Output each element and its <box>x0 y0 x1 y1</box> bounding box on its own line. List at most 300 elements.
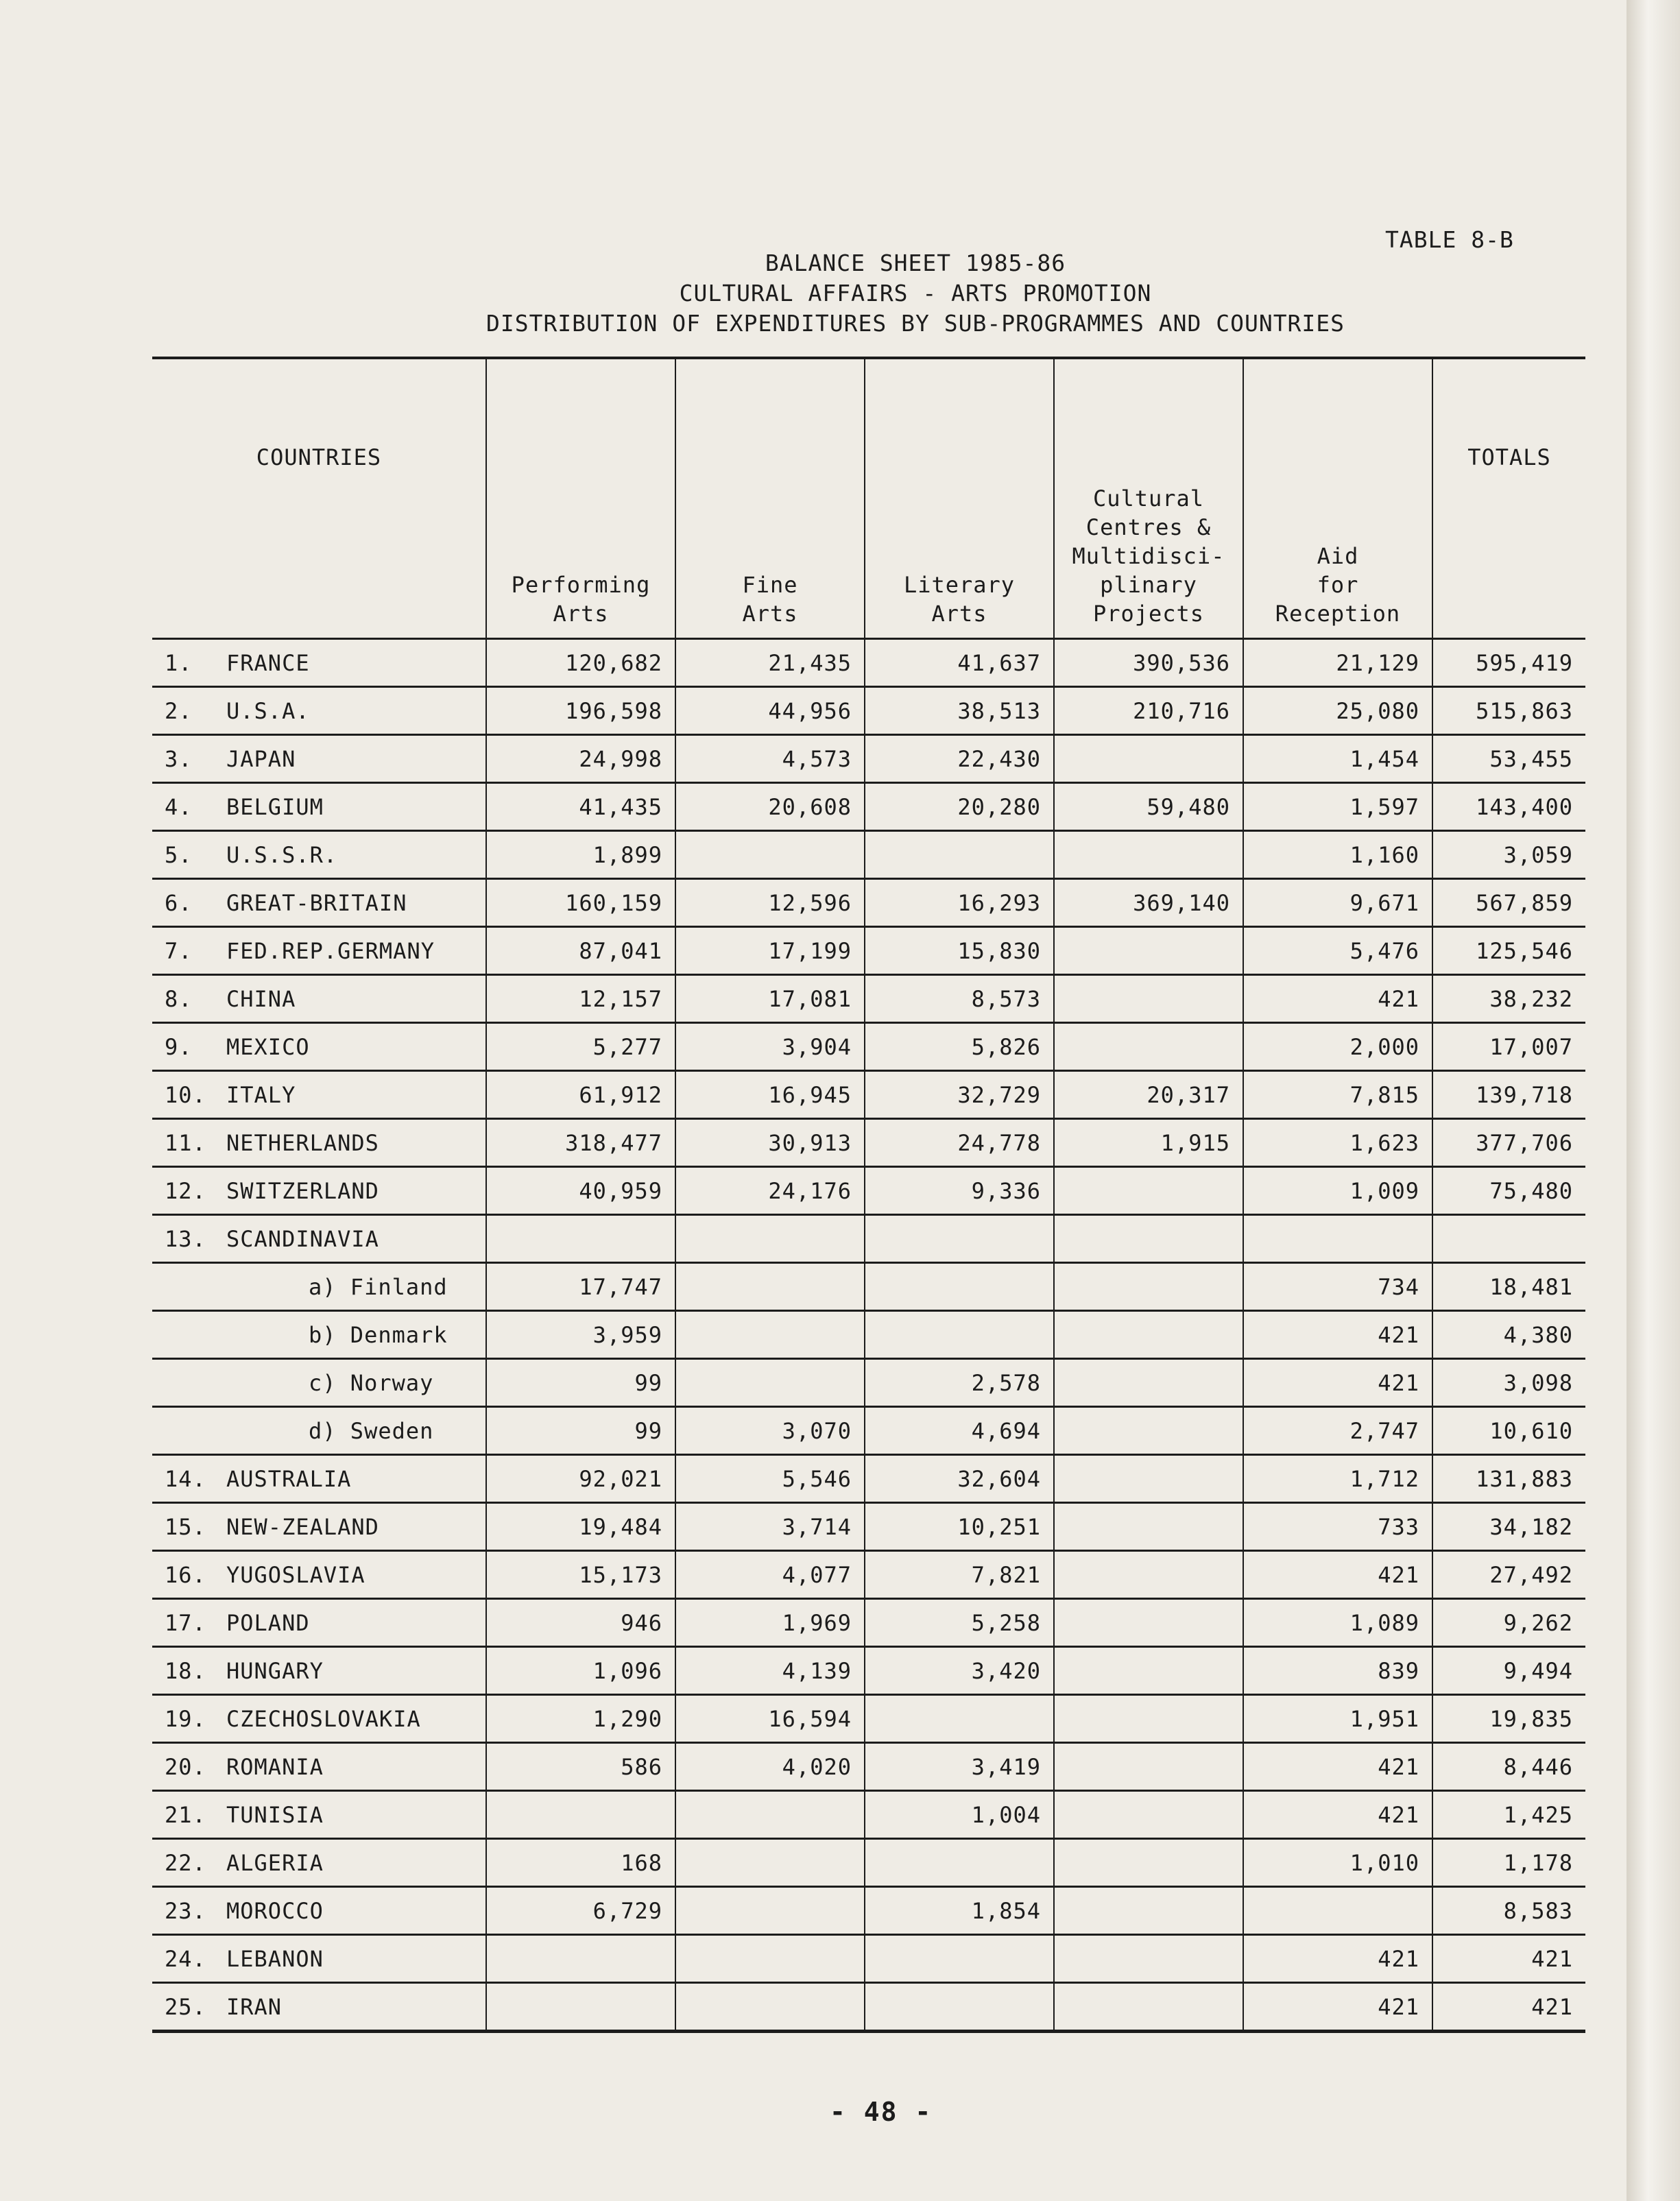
fine-cell: 3,904 <box>675 1023 865 1071</box>
row-number: 3. <box>165 745 193 772</box>
cultural-cell <box>1054 1359 1243 1407</box>
aid-cell: 421 <box>1243 975 1432 1023</box>
literary-cell: 32,604 <box>865 1455 1054 1503</box>
fine-cell: 5,546 <box>675 1455 865 1503</box>
total-cell: 34,182 <box>1432 1503 1585 1551</box>
country-cell <box>152 1503 486 1551</box>
country-cell <box>152 1215 486 1263</box>
literary-cell: 1,854 <box>865 1887 1054 1935</box>
performing-cell <box>486 1935 675 1983</box>
country-name: b) Denmark <box>309 1321 448 1348</box>
row-number: 7. <box>165 937 193 964</box>
literary-cell <box>865 1263 1054 1311</box>
performing-cell: 1,899 <box>486 831 675 879</box>
row-number: 6. <box>165 889 193 916</box>
fine-cell <box>675 1935 865 1983</box>
header-literary-arts <box>865 358 1054 639</box>
fine-cell <box>675 1839 865 1887</box>
total-cell: 19,835 <box>1432 1695 1585 1743</box>
aid-cell: 734 <box>1243 1263 1432 1311</box>
country-cell <box>152 975 486 1023</box>
literary-cell: 1,004 <box>865 1791 1054 1839</box>
header-line: Performing <box>511 572 651 598</box>
performing-cell: 3,959 <box>486 1311 675 1359</box>
performing-cell: 586 <box>486 1743 675 1791</box>
aid-cell: 25,080 <box>1243 687 1432 735</box>
page-edge <box>1627 0 1680 2201</box>
aid-cell: 21,129 <box>1243 639 1432 687</box>
table-row <box>152 783 1585 831</box>
fine-cell: 3,070 <box>675 1407 865 1455</box>
table-row <box>152 1503 1585 1551</box>
country-cell <box>152 927 486 975</box>
aid-cell: 1,597 <box>1243 783 1432 831</box>
table-row <box>152 1167 1585 1215</box>
total-cell: 3,059 <box>1432 831 1585 879</box>
literary-cell: 41,637 <box>865 639 1054 687</box>
title-line: CULTURAL AFFAIRS - ARTS PROMOTION <box>679 280 1152 306</box>
country-cell <box>152 639 486 687</box>
performing-cell: 168 <box>486 1839 675 1887</box>
header-line: Centres & <box>1085 514 1212 540</box>
fine-cell <box>675 1359 865 1407</box>
country-cell <box>152 879 486 927</box>
literary-cell <box>865 1983 1054 2032</box>
cultural-cell: 369,140 <box>1054 879 1243 927</box>
country-name: FRANCE <box>226 649 310 676</box>
total-cell: 143,400 <box>1432 783 1585 831</box>
country-cell <box>152 1023 486 1071</box>
country-cell <box>152 735 486 783</box>
country-name: ALGERIA <box>226 1849 324 1876</box>
country-name: MEXICO <box>226 1033 310 1060</box>
table-row <box>152 735 1585 783</box>
cultural-cell <box>1054 927 1243 975</box>
country-cell <box>152 1071 486 1119</box>
total-cell: 3,098 <box>1432 1359 1585 1407</box>
total-cell: 53,455 <box>1432 735 1585 783</box>
total-cell: 421 <box>1432 1983 1585 2032</box>
table-row <box>152 975 1585 1023</box>
cultural-cell <box>1054 1503 1243 1551</box>
country-name: c) Norway <box>309 1369 434 1396</box>
aid-cell: 1,089 <box>1243 1599 1432 1647</box>
header-line: Arts <box>931 601 987 627</box>
page-number: - 48 - <box>830 2097 933 2127</box>
fine-cell: 4,573 <box>675 735 865 783</box>
row-number: 14. <box>165 1465 206 1492</box>
cultural-cell <box>1054 1935 1243 1983</box>
cultural-cell <box>1054 735 1243 783</box>
country-name: CHINA <box>226 985 296 1012</box>
cultural-cell <box>1054 975 1243 1023</box>
table-row <box>152 639 1585 687</box>
title-line: BALANCE SHEET 1985-86 <box>765 250 1066 276</box>
fine-cell: 4,139 <box>675 1647 865 1695</box>
country-name: d) Sweden <box>309 1417 434 1444</box>
header-cultural-centres <box>1054 358 1243 639</box>
row-number: 4. <box>165 793 193 820</box>
aid-cell: 421 <box>1243 1743 1432 1791</box>
aid-cell: 1,009 <box>1243 1167 1432 1215</box>
table-row <box>152 687 1585 735</box>
total-cell <box>1432 1215 1585 1263</box>
country-name: ROMANIA <box>226 1753 324 1780</box>
table-row <box>152 1407 1585 1455</box>
cultural-cell <box>1054 1743 1243 1791</box>
performing-cell: 87,041 <box>486 927 675 975</box>
country-name: ITALY <box>226 1081 296 1108</box>
header-line: Aid <box>1317 543 1359 569</box>
aid-cell <box>1243 1215 1432 1263</box>
title-line: DISTRIBUTION OF EXPENDITURES BY SUB-PROGRAMMES AND COUNTRIES <box>485 310 1345 337</box>
table-row <box>152 1983 1585 2032</box>
cultural-cell: 20,317 <box>1054 1071 1243 1119</box>
cultural-cell <box>1054 1599 1243 1647</box>
cultural-cell <box>1054 1647 1243 1695</box>
table-row <box>152 1887 1585 1935</box>
country-name: TUNISIA <box>226 1801 324 1828</box>
performing-cell: 160,159 <box>486 879 675 927</box>
fine-cell <box>675 831 865 879</box>
aid-cell: 421 <box>1243 1935 1432 1983</box>
literary-cell: 22,430 <box>865 735 1054 783</box>
literary-cell: 8,573 <box>865 975 1054 1023</box>
country-cell <box>152 1599 486 1647</box>
row-number: 1. <box>165 649 193 676</box>
total-cell: 421 <box>1432 1935 1585 1983</box>
table-row <box>152 1071 1585 1119</box>
country-name: CZECHOSLOVAKIA <box>226 1705 421 1732</box>
table-row <box>152 1599 1585 1647</box>
fine-cell: 30,913 <box>675 1119 865 1167</box>
country-name: NETHERLANDS <box>226 1129 379 1156</box>
aid-cell: 1,712 <box>1243 1455 1432 1503</box>
table-row <box>152 1839 1585 1887</box>
performing-cell: 41,435 <box>486 783 675 831</box>
aid-cell: 9,671 <box>1243 879 1432 927</box>
literary-cell <box>865 831 1054 879</box>
country-cell <box>152 1935 486 1983</box>
total-cell: 125,546 <box>1432 927 1585 975</box>
row-number: 24. <box>165 1945 206 1972</box>
row-number: 19. <box>165 1705 206 1732</box>
cultural-cell <box>1054 831 1243 879</box>
literary-cell: 3,420 <box>865 1647 1054 1695</box>
table-row <box>152 1791 1585 1839</box>
literary-cell: 4,694 <box>865 1407 1054 1455</box>
cultural-cell: 1,915 <box>1054 1119 1243 1167</box>
total-cell: 139,718 <box>1432 1071 1585 1119</box>
performing-cell: 946 <box>486 1599 675 1647</box>
total-cell: 18,481 <box>1432 1263 1585 1311</box>
total-cell: 75,480 <box>1432 1167 1585 1215</box>
header-line: Arts <box>742 601 798 627</box>
row-number: 9. <box>165 1033 193 1060</box>
performing-cell: 92,021 <box>486 1455 675 1503</box>
cultural-cell <box>1054 1263 1243 1311</box>
row-number: 21. <box>165 1801 206 1828</box>
row-number: 18. <box>165 1657 206 1684</box>
row-number: 15. <box>165 1513 206 1540</box>
header-line: for <box>1317 572 1359 598</box>
aid-cell: 421 <box>1243 1983 1432 2032</box>
total-cell: 1,178 <box>1432 1839 1585 1887</box>
performing-cell: 61,912 <box>486 1071 675 1119</box>
country-name: SWITZERLAND <box>226 1177 379 1204</box>
aid-cell: 1,010 <box>1243 1839 1432 1887</box>
fine-cell: 4,077 <box>675 1551 865 1599</box>
fine-cell: 20,608 <box>675 783 865 831</box>
row-number: 5. <box>165 841 193 868</box>
performing-cell <box>486 1791 675 1839</box>
aid-cell: 7,815 <box>1243 1071 1432 1119</box>
country-name: JAPAN <box>226 745 296 772</box>
header-row <box>152 358 1585 639</box>
title-block <box>425 248 1406 339</box>
country-name: BELGIUM <box>226 793 324 820</box>
header-line: plinary <box>1100 572 1197 598</box>
fine-cell: 16,594 <box>675 1695 865 1743</box>
row-number: 2. <box>165 697 193 724</box>
literary-cell: 5,826 <box>865 1023 1054 1071</box>
performing-cell: 120,682 <box>486 639 675 687</box>
performing-cell: 19,484 <box>486 1503 675 1551</box>
literary-cell: 20,280 <box>865 783 1054 831</box>
country-cell <box>152 1359 486 1407</box>
cultural-cell: 390,536 <box>1054 639 1243 687</box>
aid-cell: 2,747 <box>1243 1407 1432 1455</box>
performing-cell: 5,277 <box>486 1023 675 1071</box>
literary-cell <box>865 1311 1054 1359</box>
table-row <box>152 1935 1585 1983</box>
performing-cell: 12,157 <box>486 975 675 1023</box>
cultural-cell <box>1054 1983 1243 2032</box>
row-number: 25. <box>165 1993 206 2020</box>
cultural-cell: 59,480 <box>1054 783 1243 831</box>
total-cell: 377,706 <box>1432 1119 1585 1167</box>
performing-cell <box>486 1983 675 2032</box>
aid-cell: 1,623 <box>1243 1119 1432 1167</box>
table-row <box>152 1743 1585 1791</box>
cultural-cell <box>1054 1791 1243 1839</box>
literary-cell: 9,336 <box>865 1167 1054 1215</box>
header-line: Literary <box>903 572 1016 598</box>
literary-cell <box>865 1695 1054 1743</box>
country-name: FED.REP.GERMANY <box>226 937 435 964</box>
aid-cell: 421 <box>1243 1311 1432 1359</box>
header-line: Arts <box>553 601 609 627</box>
table-row <box>152 1023 1585 1071</box>
header-aid-for-reception <box>1243 358 1432 639</box>
fine-cell: 1,969 <box>675 1599 865 1647</box>
fine-cell <box>675 1791 865 1839</box>
literary-cell <box>865 1839 1054 1887</box>
literary-cell: 2,578 <box>865 1359 1054 1407</box>
table-row <box>152 1311 1585 1359</box>
table-row <box>152 879 1585 927</box>
country-name: POLAND <box>226 1609 310 1636</box>
performing-cell: 99 <box>486 1359 675 1407</box>
total-cell: 567,859 <box>1432 879 1585 927</box>
total-cell: 1,425 <box>1432 1791 1585 1839</box>
fine-cell: 3,714 <box>675 1503 865 1551</box>
performing-cell: 318,477 <box>486 1119 675 1167</box>
literary-cell: 32,729 <box>865 1071 1054 1119</box>
aid-cell: 839 <box>1243 1647 1432 1695</box>
fine-cell: 21,435 <box>675 639 865 687</box>
literary-cell: 24,778 <box>865 1119 1054 1167</box>
country-cell <box>152 1167 486 1215</box>
fine-cell: 4,020 <box>675 1743 865 1791</box>
total-cell: 131,883 <box>1432 1455 1585 1503</box>
cultural-cell: 210,716 <box>1054 687 1243 735</box>
table-label: TABLE 8-B <box>1385 226 1514 253</box>
row-number: 12. <box>165 1177 206 1204</box>
fine-cell <box>675 1983 865 2032</box>
total-cell: 17,007 <box>1432 1023 1585 1071</box>
country-cell <box>152 1791 486 1839</box>
cultural-cell <box>1054 1311 1243 1359</box>
table-row <box>152 1215 1585 1263</box>
fine-cell <box>675 1887 865 1935</box>
country-name: IRAN <box>226 1993 283 2020</box>
header-countries: COUNTRIES <box>152 358 486 639</box>
aid-cell: 421 <box>1243 1359 1432 1407</box>
performing-cell: 1,096 <box>486 1647 675 1695</box>
fine-cell: 16,945 <box>675 1071 865 1119</box>
country-name: U.S.S.R. <box>226 841 338 868</box>
country-cell <box>152 831 486 879</box>
country-name: a) Finland <box>309 1273 448 1300</box>
total-cell: 9,494 <box>1432 1647 1585 1695</box>
country-cell <box>152 1983 486 2032</box>
header-totals: TOTALS <box>1432 358 1585 639</box>
total-cell: 27,492 <box>1432 1551 1585 1599</box>
country-name: LEBANON <box>226 1945 324 1972</box>
country-cell <box>152 1119 486 1167</box>
aid-cell: 2,000 <box>1243 1023 1432 1071</box>
row-number: 8. <box>165 985 193 1012</box>
total-cell: 515,863 <box>1432 687 1585 735</box>
performing-cell: 24,998 <box>486 735 675 783</box>
table-row <box>152 1359 1585 1407</box>
header-line: Projects <box>1092 601 1205 627</box>
header-fine-arts <box>675 358 865 639</box>
header-line: Cultural <box>1092 485 1205 512</box>
aid-cell <box>1243 1887 1432 1935</box>
country-name: YUGOSLAVIA <box>226 1561 365 1588</box>
performing-cell: 40,959 <box>486 1167 675 1215</box>
table-row <box>152 1551 1585 1599</box>
country-name: HUNGARY <box>226 1657 324 1684</box>
cultural-cell <box>1054 1695 1243 1743</box>
row-number: 22. <box>165 1849 206 1876</box>
table-row <box>152 1647 1585 1695</box>
table-row <box>152 1695 1585 1743</box>
expenditure-table <box>152 357 1585 2033</box>
total-cell: 4,380 <box>1432 1311 1585 1359</box>
header-performing-arts <box>486 358 675 639</box>
aid-cell: 421 <box>1243 1791 1432 1839</box>
aid-cell: 733 <box>1243 1503 1432 1551</box>
total-cell: 595,419 <box>1432 639 1585 687</box>
cultural-cell <box>1054 1839 1243 1887</box>
header-line: Reception <box>1275 601 1401 627</box>
fine-cell: 44,956 <box>675 687 865 735</box>
row-number: 17. <box>165 1609 206 1636</box>
fine-cell: 12,596 <box>675 879 865 927</box>
cultural-cell <box>1054 1407 1243 1455</box>
country-name: NEW-ZEALAND <box>226 1513 379 1540</box>
fine-cell: 17,081 <box>675 975 865 1023</box>
row-number: 10. <box>165 1081 206 1108</box>
total-cell: 38,232 <box>1432 975 1585 1023</box>
row-number: 20. <box>165 1753 206 1780</box>
fine-cell: 24,176 <box>675 1167 865 1215</box>
country-name: SCANDINAVIA <box>226 1225 379 1252</box>
literary-cell: 15,830 <box>865 927 1054 975</box>
total-cell: 10,610 <box>1432 1407 1585 1455</box>
row-number: 16. <box>165 1561 206 1588</box>
aid-cell: 1,454 <box>1243 735 1432 783</box>
performing-cell: 6,729 <box>486 1887 675 1935</box>
country-cell <box>152 1551 486 1599</box>
cultural-cell <box>1054 1887 1243 1935</box>
header-line: Multidisci- <box>1072 543 1225 569</box>
country-cell <box>152 1263 486 1311</box>
fine-cell <box>675 1311 865 1359</box>
performing-cell: 196,598 <box>486 687 675 735</box>
performing-cell: 1,290 <box>486 1695 675 1743</box>
fine-cell <box>675 1263 865 1311</box>
performing-cell <box>486 1215 675 1263</box>
country-cell <box>152 1647 486 1695</box>
row-number: 11. <box>165 1129 206 1156</box>
header-line: Fine <box>742 572 798 598</box>
table-row <box>152 1263 1585 1311</box>
row-number: 13. <box>165 1225 206 1252</box>
country-cell <box>152 1311 486 1359</box>
literary-cell: 16,293 <box>865 879 1054 927</box>
total-cell: 8,446 <box>1432 1743 1585 1791</box>
literary-cell: 10,251 <box>865 1503 1054 1551</box>
literary-cell: 7,821 <box>865 1551 1054 1599</box>
cultural-cell <box>1054 1215 1243 1263</box>
performing-cell: 99 <box>486 1407 675 1455</box>
country-cell <box>152 1887 486 1935</box>
row-number: 23. <box>165 1897 206 1924</box>
country-cell <box>152 783 486 831</box>
literary-cell <box>865 1215 1054 1263</box>
country-name: AUSTRALIA <box>226 1465 352 1492</box>
fine-cell: 17,199 <box>675 927 865 975</box>
country-cell <box>152 1695 486 1743</box>
country-cell <box>152 1455 486 1503</box>
table-row <box>152 831 1585 879</box>
country-cell <box>152 1839 486 1887</box>
table-row <box>152 1455 1585 1503</box>
cultural-cell <box>1054 1551 1243 1599</box>
literary-cell: 38,513 <box>865 687 1054 735</box>
country-name: U.S.A. <box>226 697 310 724</box>
cultural-cell <box>1054 1023 1243 1071</box>
country-name: GREAT-BRITAIN <box>226 889 407 916</box>
cultural-cell <box>1054 1455 1243 1503</box>
aid-cell: 421 <box>1243 1551 1432 1599</box>
country-cell <box>152 687 486 735</box>
literary-cell: 5,258 <box>865 1599 1054 1647</box>
